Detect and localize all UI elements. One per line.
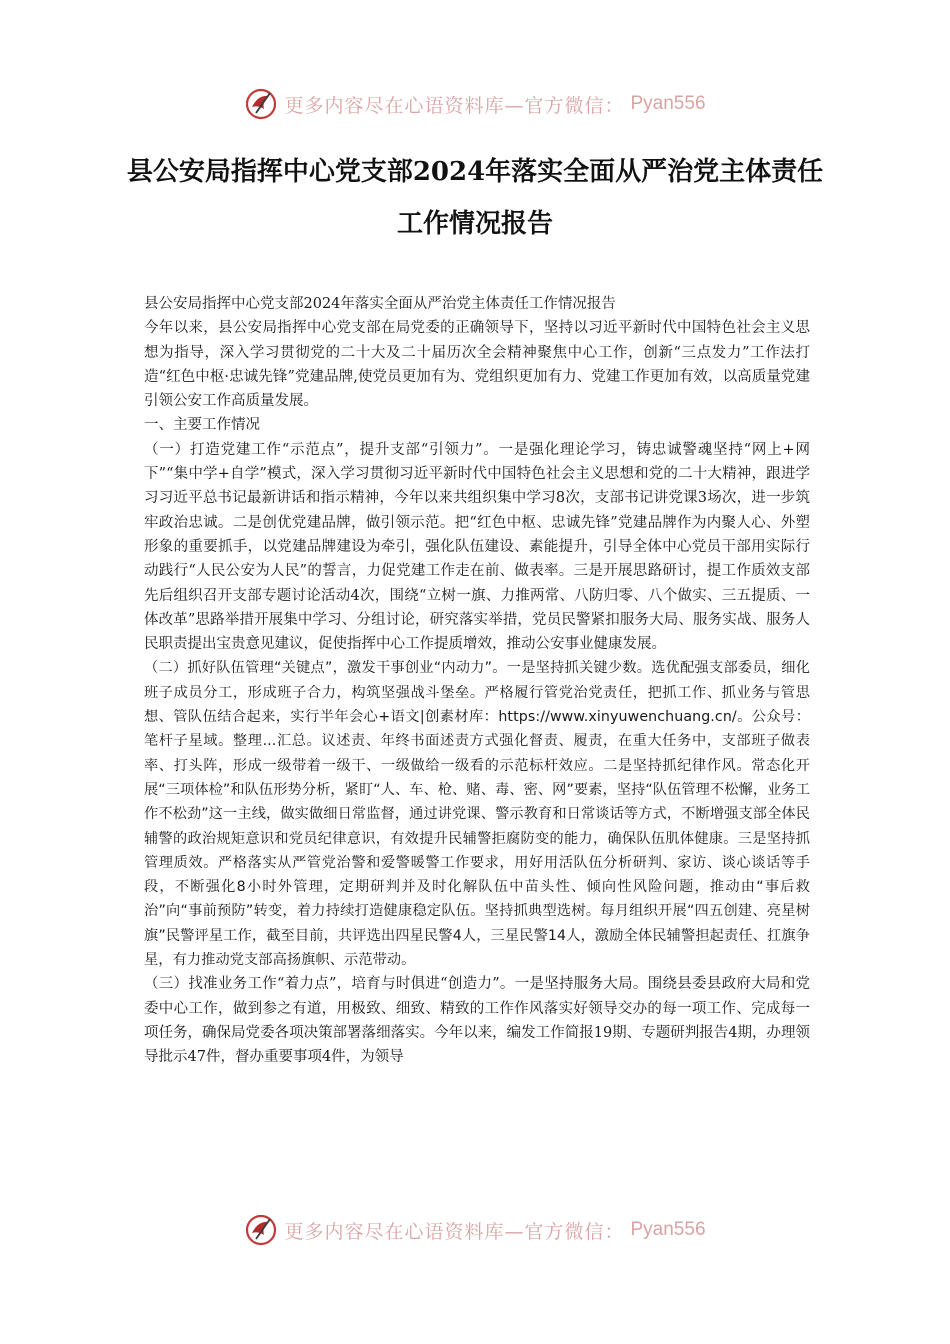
document-subtitle: 县公安局指挥中心党支部2024年落实全面从严治党主体责任工作情况报告 xyxy=(144,296,616,312)
intro-paragraph: 今年以来，县公安局指挥中心党支部在局党委的正确领导下，坚持以习近平新时代中国特色社会主义思想为指导，深入学习贯彻党的二十大及二十届历次全会精神聚焦中心工作，创新“三点发力”工作法打造“红色中枢·忠诚先锋”党建品牌,使党员更加有为、党组织更加有力、党建工作更加有效，以高质量党建引领公安工作高质量发展。 xyxy=(144,320,810,410)
watermark-logo-icon xyxy=(244,87,278,121)
watermark-wechat-id: Pyan556 xyxy=(630,93,706,114)
paragraph-2: （二）抓好队伍管理“关键点”，激发干事创业“内动力”。一是坚持抓关键少数。选优配强支部委员，细化班子成员分工，形成班子合力，构筑坚强战斗堡垒。严格履行管党治党责任，把抓工作、抓业务与管思想、管队伍结合起来，实行半年会心+语文|创素材库：https://www.xinyuwenchuang.cn/。公众号：笔杆子星域。整理...汇总。议述责、年终书面述责方式强化督责、履责，在重大任务中，支部班子做表率、打头阵，形成一级带着一级干、一级做给一级看的示范标杆效应。二是坚持抓纪律作风。常态化开展“三项体检”和队伍形势分析，紧盯“人、车、枪、赌、毒、密、网”要素，坚持“队伍管理不松懈，业务工作不松劲”这一主线，做实做细日常监督，通过讲党课、警示教育和日常谈话等方式，不断增强支部全体民辅警的政治规矩意识和党员纪律意识，有效提升民辅警拒腐防变的能力，确保队伍肌体健康。三是坚持抓管理质效。严格落实从严管党治警和爱警暖警工作要求，用好用活队伍分析研判、家访、谈心谈话等手段，不断强化8小时外管理，定期研判并及时化解队伍中苗头性、倾向性风险问题，推动由“事后救治”向“事前预防”转变，着力持续打造健康稳定队伍。坚持抓典型选树。每月组织开展“四五创建、亮星树旗”民警评星工作，截至目前，共评选出四星民警4人，三星民警14人，激励全体民辅警担起责任、扛旗争星，有力推动党支部高扬旗帜、示范带动。 xyxy=(144,660,810,969)
watermark-wechat-id: Pyan556 xyxy=(630,1219,706,1240)
watermark-footer xyxy=(0,1210,950,1250)
watermark-text: 更多内容尽在心语资料库—官方微信： xyxy=(284,94,625,117)
document-body xyxy=(144,292,810,1070)
watermark-header xyxy=(0,84,950,124)
watermark-text: 更多内容尽在心语资料库—官方微信： xyxy=(284,1220,625,1243)
document-title: 县公安局指挥中心党支部2024年落实全面从严治党主体责任工作情况报告 xyxy=(126,157,824,239)
section-heading: 一、主要工作情况 xyxy=(144,417,260,434)
paragraph-1: （一）打造党建工作“示范点”，提升支部“引领力”。一是强化理论学习，铸忠诚警魂坚持“网上+网下”“集中学+自学”模式，深入学习贯彻习近平新时代中国特色社会主义思想和党的二十大精神，跟进学习习近平总书记最新讲话和指示精神，今年以来共组织集中学习8次，支部书记讲党课3场次，进一步筑牢政治忠诚。二是创优党建品牌，做引领示范。把“红色中枢、忠诚先锋”党建品牌作为内聚人心、外塑形象的重要抓手，以党建品牌建设为牵引，强化队伍建设、素能提升，引导全体中心党员干部用实际行动践行“人民公安为人民”的誓言，力促党建工作走在前、做表率。三是开展思路研讨，提工作质效支部先后组织召开支部专题讨论活动4次，围绕“立树一旗、力推两常、八防归零、八个做实、三五提质、一体改革”思路举措开展集中学习、分组讨论，研究落实举措，党员民警紧扣服务大局、服务实战、服务人民职责提出宝贵意见建议，促使指挥中心工作提质增效，推动公安事业健康发展。 xyxy=(144,441,810,653)
paragraph-3: （三）找准业务工作“着力点”，培育与时俱进“创造力”。一是坚持服务大局。围绕县委县政府大局和党委中心工作，做到参之有道，用极致、细致、精致的工作作风落实好领导交办的每一项工作、完成每一项任务，确保局党委各项决策部署落细落实。今年以来，编发工作简报19期、专题研判报告4期，办理领导批示47件，督办重要事项4件，为领导 xyxy=(144,976,810,1066)
watermark-logo-icon xyxy=(244,1213,278,1247)
